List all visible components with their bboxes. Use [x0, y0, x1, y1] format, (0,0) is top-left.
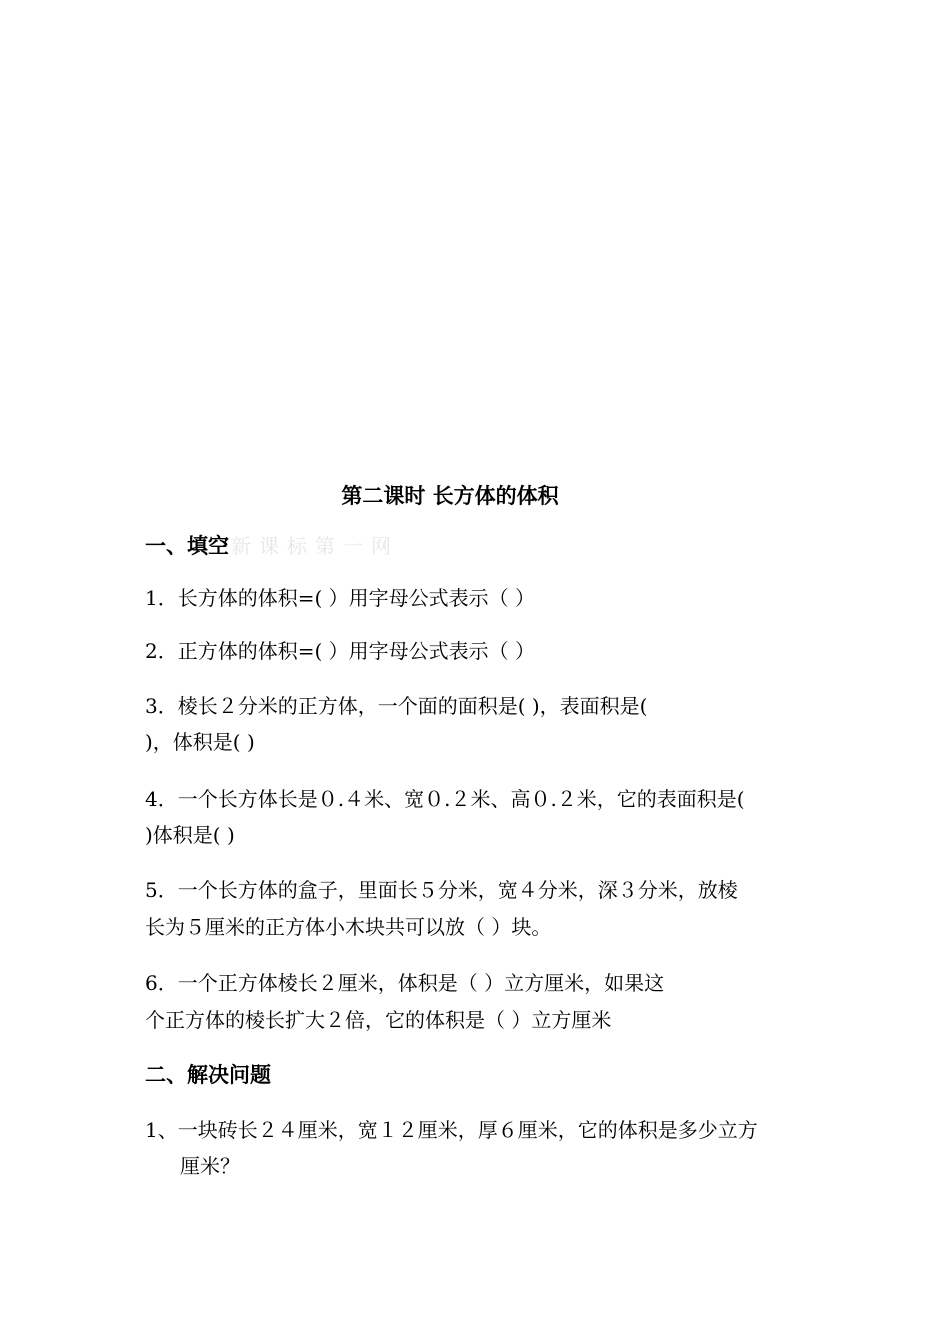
- section-heading-text: 一、填空: [145, 534, 229, 558]
- question-5-line-2: 长为５厘米的正方体小木块共可以放（ ）块。: [145, 915, 552, 939]
- question-5-line-1: 5．一个长方体的盒子，里面长５分米，宽４分米，深３分米，放棱: [145, 878, 738, 902]
- question-4-line-1: 4．一个长方体长是０.４米、宽０.２米、高０.２米，它的表面积是(: [145, 787, 745, 811]
- problem-1-line-1: 1、一块砖长２４厘米，宽１２厘米，厚６厘米，它的体积是多少立方: [145, 1118, 758, 1142]
- question-2: 2．正方体的体积=( ）用字母公式表示（ ）: [145, 639, 535, 663]
- question-6-line-1: 6．一个正方体棱长２厘米，体积是（ ）立方厘米，如果这: [145, 971, 665, 995]
- section-heading-fill-blank: [145, 528, 399, 564]
- question-6-line-2: 个正方体的棱长扩大２倍，它的体积是（ ）立方厘米: [145, 1008, 612, 1032]
- watermark-text: 新课标第一网: [231, 534, 399, 558]
- question-4-line-2: )体积是( ): [145, 823, 235, 847]
- section-heading-problems: 二、解决问题: [145, 1063, 271, 1087]
- problem-1-line-2: 厘米？: [180, 1154, 240, 1178]
- question-1: 1．长方体的体积=( ）用字母公式表示（ ）: [145, 586, 535, 610]
- question-3-line-1: 3．棱长２分米的正方体，一个面的面积是( )，表面积是(: [145, 694, 648, 718]
- question-3-line-2: )，体积是( ): [145, 730, 255, 754]
- page-title: 第二课时 长方体的体积: [341, 484, 559, 508]
